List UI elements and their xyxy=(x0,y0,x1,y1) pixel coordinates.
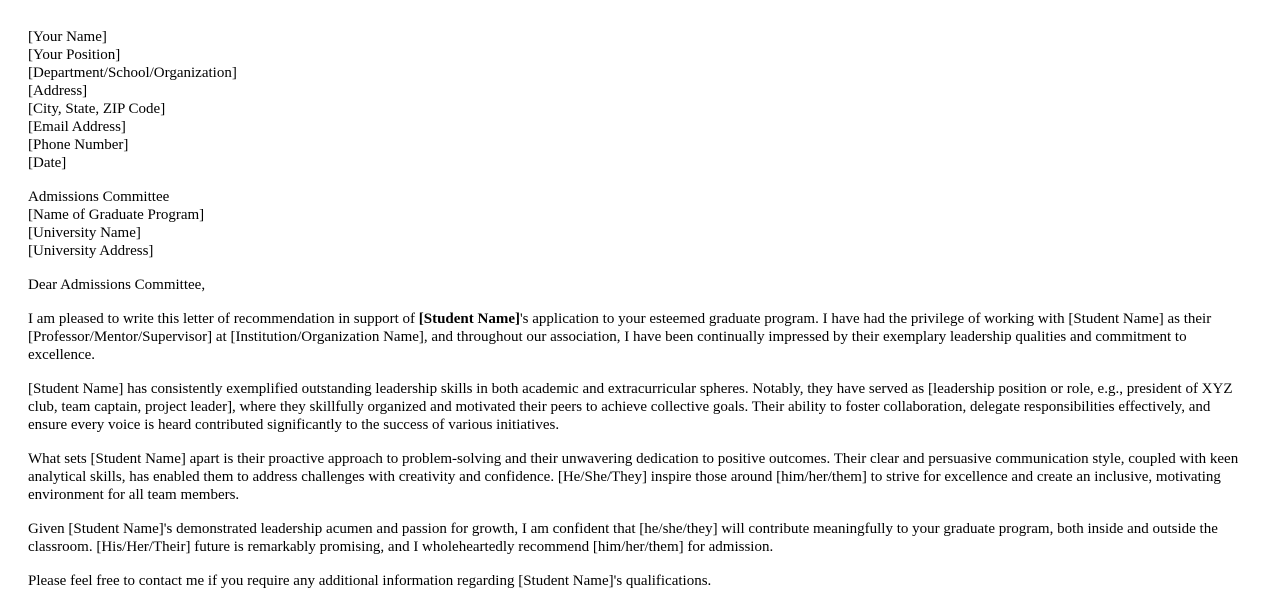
sender-email: [Email Address] xyxy=(28,119,126,135)
letter-document xyxy=(28,28,1250,606)
paragraph-introduction-rest: 's application to your esteemed graduate program. I have had the privilege of working with [Student Name] as their [Professor/Mentor/Supervisor] at [Institution/Organization Name], and throughout our association, I have been continually impressed by their exemplary leadership qualities and commitment to excellence. xyxy=(28,311,1212,363)
sender-phone: [Phone Number] xyxy=(28,137,129,153)
paragraph-introduction-start: I am pleased to write this letter of recommendation in support of xyxy=(28,311,419,327)
recipient-program: [Name of Graduate Program] xyxy=(28,207,205,223)
paragraph-contact: Please feel free to contact me if you require any additional information regarding [Student Name]'s qualifications. xyxy=(28,573,712,589)
paragraph-recommendation: Given [Student Name]'s demonstrated leadership acumen and passion for growth, I am confident that [he/she/they] will contribute meaningfully to your graduate program, both inside and outside the classroom. [His/Her/Their] future is remarkably promising, and I wholeheartedly recommend [him/her/them] for admission. xyxy=(28,521,1218,555)
sender-address: [Address] xyxy=(28,83,88,99)
recipient-block xyxy=(28,188,1250,260)
salutation: Dear Admissions Committee, xyxy=(28,277,206,293)
sender-block xyxy=(28,28,1250,172)
recipient-university: [University Name] xyxy=(28,225,141,241)
sender-department: [Department/School/Organization] xyxy=(28,65,237,81)
recipient-committee: Admissions Committee xyxy=(28,189,170,205)
recipient-university-address: [University Address] xyxy=(28,243,154,259)
sender-city-state-zip: [City, State, ZIP Code] xyxy=(28,101,166,117)
letter-date: [Date] xyxy=(28,155,67,171)
sender-name: [Your Name] xyxy=(28,29,107,45)
paragraph-qualities: What sets [Student Name] apart is their proactive approach to problem-solving and their unwavering dedication to positive outcomes. Their clear and persuasive communication style, coupled with keen analytical skills, has enabled them to address challenges with creativity and confidence. [He/She/They] inspire those around [him/her/them] to strive for excellence and create an inclusive, motivating environment for all team members. xyxy=(28,451,1239,503)
student-name-bold: [Student Name] xyxy=(418,311,520,327)
paragraph-leadership: [Student Name] has consistently exemplified outstanding leadership skills in both academic and extracurricular spheres. Notably, they have served as [leadership position or role, e.g., president of XYZ club, team captain, project leader], where they skillfully organized and motivated their peers to achieve collective goals. Their ability to foster collaboration, delegate responsibilities effectively, and ensure every voice is heard contributed significantly to the success of various initiatives. xyxy=(28,381,1233,433)
paragraph-introduction xyxy=(28,310,1250,364)
sender-position: [Your Position] xyxy=(28,47,121,63)
